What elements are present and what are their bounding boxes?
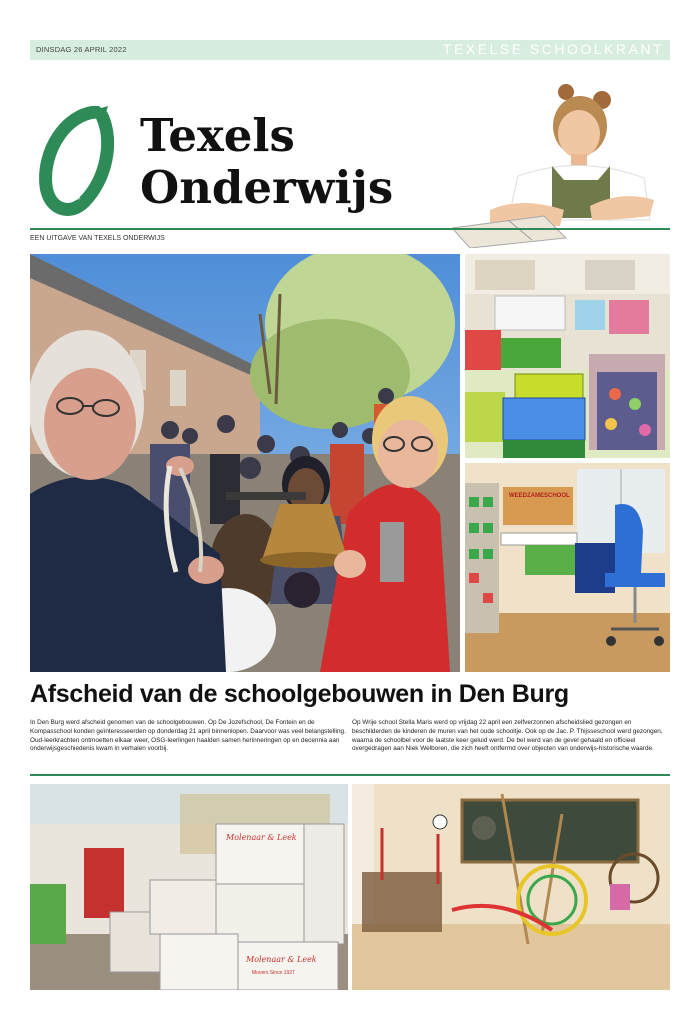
header-photo-girl-writing <box>452 78 662 248</box>
box-brand-text-2: Molenaar & Leek <box>246 955 317 964</box>
top-banner <box>30 40 670 60</box>
article-column-1: In Den Burg werd afscheid genomen van de schoolgebouwen. Op De Jozefschool, De Fontein en de Kompasschool konden geïnteresseerden op donderdag 21 april binnenlopen. Daarvoor was veel belangstelling. Oud-leerkrachten ontmoetten elkaar weer, OSG-leerlingen haalden samen herinneringen op en decennia aan onderwijsgeschiedenis kwam in verhalen voorbij. <box>30 719 346 753</box>
article-rule <box>30 774 670 776</box>
classroom-sign-text: WEEDZAMESCHOOL <box>509 493 570 499</box>
issue-date: DINSDAG 26 APRIL 2022 <box>36 45 127 54</box>
photo-moving-boxes <box>30 784 348 990</box>
photo-classroom-chairs <box>465 463 670 672</box>
photo-chalkboard-room <box>352 784 670 990</box>
box-brand-text: Molenaar & Leek <box>226 833 297 842</box>
paper-name: TEXELSE SCHOOLKRANT <box>443 41 664 57</box>
main-photo-school-bell <box>30 254 460 672</box>
article-column-2: Op Wrije school Stella Maris werd op vrijdag 22 april een zelfverzonnen afscheidslied gezongen en beschilderden de kinderen de muren van het oude schooltje. Ook op de Jac. P. Thijsseschool werd gezongen, waarna de schoolbel voor de laatste keer geluid werd. De bel werd van de gevel gehaald en officieel overgedragen aan Niek Welboren, die zich heeft ontfermd over objecten van onderwijs-historische waarde. <box>352 719 663 753</box>
brush-o-logo <box>36 106 120 218</box>
article-headline: Afscheid van de schoolgebouwen in Den Burg <box>30 680 569 708</box>
title-line-1: Texels <box>140 109 295 162</box>
publisher-subline: EEN UITGAVE VAN TEXELS ONDERWIJS <box>30 235 165 242</box>
photo-classroom-supplies <box>465 254 670 458</box>
header-rule <box>30 228 670 230</box>
box-tagline-text: Movers Since 1927 <box>252 970 295 976</box>
masthead-title <box>140 110 393 214</box>
title-line-2: Onderwijs <box>140 161 394 214</box>
